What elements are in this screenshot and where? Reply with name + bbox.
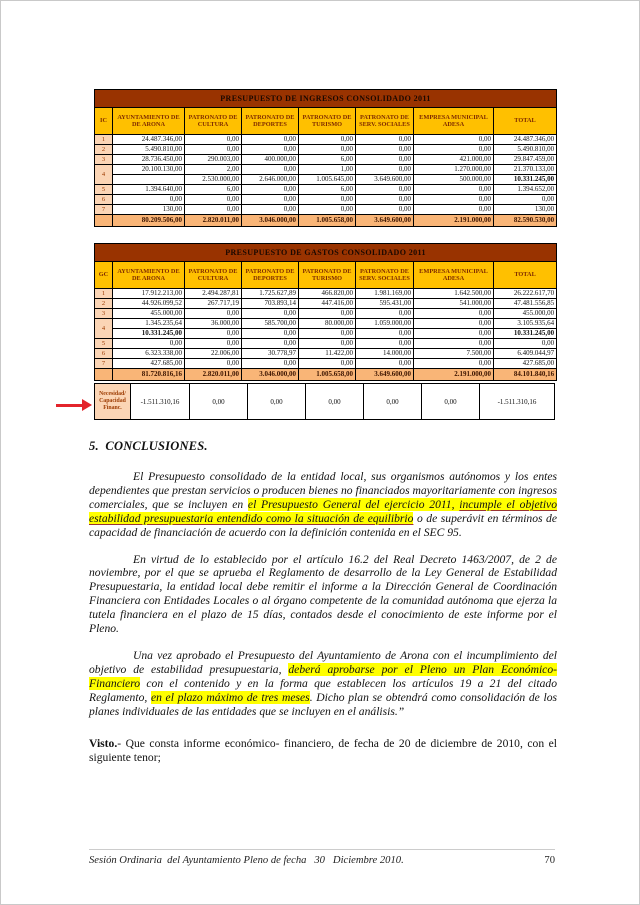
column-header: EMPRESA MUNICIPAL ADESA	[414, 262, 494, 289]
column-header: PATRONATO DE CULTURA	[185, 262, 242, 289]
value-cell: 0,00	[494, 195, 557, 205]
table-row	[95, 299, 557, 309]
value-cell: 0,00	[356, 145, 414, 155]
value-cell: 3.649.600,00	[356, 175, 414, 185]
total-cell: 2.820.011,00	[185, 215, 242, 227]
table-row	[95, 359, 557, 369]
value-cell: 0,00	[414, 329, 494, 339]
total-cell: 3.649.600,00	[356, 215, 414, 227]
row-id: 6	[95, 349, 113, 359]
table-row	[95, 195, 557, 205]
value-cell: 0,00	[185, 309, 242, 319]
value-cell: 0,00	[185, 135, 242, 145]
value-cell: 0,00	[414, 145, 494, 155]
value-cell: 14.000,00	[356, 349, 414, 359]
value-cell: 0,00	[113, 339, 185, 349]
total-cell: 3.046.000,00	[242, 215, 299, 227]
value-cell: 10.331.245,00	[494, 329, 557, 339]
total-cell: 1.005.658,00	[299, 369, 356, 381]
column-header: AYUNTAMIENTO DE DE ARONA	[113, 108, 185, 135]
value-cell: 0,00	[414, 205, 494, 215]
column-header: TOTAL	[494, 108, 557, 135]
conclusions-heading: 5. CONCLUSIONES.	[89, 439, 208, 453]
value-cell: 1.981.169,00	[356, 289, 414, 299]
value-cell: 0,00	[356, 309, 414, 319]
value-cell: 10.331.245,00	[494, 175, 557, 185]
value-cell: 0,00	[494, 339, 557, 349]
column-header: PATRONATO DE CULTURA	[185, 108, 242, 135]
arrow-head	[82, 399, 92, 411]
value-cell: 0,00	[414, 309, 494, 319]
necesidad-value: -1.511.310,16	[480, 384, 555, 420]
value-cell: 2.530.000,00	[185, 175, 242, 185]
value-cell: 5.490.810,00	[113, 145, 185, 155]
value-cell: 0,00	[356, 359, 414, 369]
total-row-label	[95, 369, 113, 381]
ingresos-table	[94, 89, 557, 227]
total-cell: 1.005.658,00	[299, 215, 356, 227]
table-row	[95, 339, 557, 349]
total-cell: 81.720.816,16	[113, 369, 185, 381]
value-cell: 400.000,00	[242, 155, 299, 165]
row-id: 4	[95, 165, 113, 185]
value-cell	[113, 175, 185, 185]
document-page	[1, 1, 639, 904]
value-cell: 0,00	[414, 135, 494, 145]
value-cell: 44.926.099,52	[113, 299, 185, 309]
visto-paragraph	[89, 737, 557, 766]
table-row	[95, 185, 557, 195]
value-cell: 0,00	[414, 195, 494, 205]
value-cell: 47.481.556,85	[494, 299, 557, 309]
value-cell: 455.000,00	[113, 309, 185, 319]
value-cell: 427.685,00	[494, 359, 557, 369]
table-row	[95, 349, 557, 359]
red-arrow-annotation	[56, 399, 92, 411]
text-segment: o de superávit en términos de capacidad de financiación de acuerdo con la definición contenida en el SEC 95.	[89, 511, 557, 539]
value-cell: 0,00	[242, 205, 299, 215]
value-cell: 5.490.810,00	[494, 145, 557, 155]
value-cell: 541.000,00	[414, 299, 494, 309]
total-cell: 2.191.000,00	[414, 369, 494, 381]
value-cell: 0,00	[242, 165, 299, 175]
row-id: 5	[95, 339, 113, 349]
total-cell: 3.046.000,00	[242, 369, 299, 381]
value-cell: 0,00	[242, 145, 299, 155]
value-cell: 500.000,00	[414, 175, 494, 185]
visto-lead: Visto.	[89, 736, 118, 750]
column-header-id: IC	[95, 108, 113, 135]
value-cell: 0,00	[185, 145, 242, 155]
table-row	[95, 135, 557, 145]
value-cell: 0,00	[414, 359, 494, 369]
necesidad-value: 0,00	[422, 384, 480, 420]
total-cell: 3.649.600,00	[356, 369, 414, 381]
total-row-label	[95, 215, 113, 227]
value-cell: 0,00	[356, 185, 414, 195]
column-header-id: GC	[95, 262, 113, 289]
highlighted-text: en el plazo máximo de tres meses	[150, 690, 310, 704]
footer-session-text: Sesión Ordinaria del Ayuntamiento Pleno de fecha 30 Diciembre 2010.	[89, 855, 404, 866]
conclusions-section	[89, 439, 557, 766]
row-id: 3	[95, 155, 113, 165]
row-id: 1	[95, 135, 113, 145]
paragraph-plan-economico	[89, 649, 557, 719]
value-cell: 0,00	[356, 339, 414, 349]
value-cell: 585.700,00	[242, 319, 299, 329]
value-cell: 36.000,00	[185, 319, 242, 329]
necesidad-label: Necesidad/ Capacidad Financ.	[95, 384, 131, 420]
row-id: 7	[95, 359, 113, 369]
row-id: 1	[95, 289, 113, 299]
value-cell: 0,00	[185, 339, 242, 349]
total-cell: 82.590.530,00	[494, 215, 557, 227]
highlighted-text: el Presupuesto General del ejercicio 2011,	[247, 497, 460, 511]
row-id: 5	[95, 185, 113, 195]
text-segment: Una vez aprobado el Presupuesto del Ayuntamiento de Arona con el incumplimiento del objetivo de estabilidad presupuestaria,	[89, 648, 557, 676]
table-row	[95, 205, 557, 215]
paragraph-real-decreto	[89, 553, 557, 636]
value-cell: 6,00	[299, 155, 356, 165]
value-cell: 0,00	[242, 329, 299, 339]
value-cell: 0,00	[356, 165, 414, 175]
value-cell: 0,00	[242, 135, 299, 145]
value-cell: 0,00	[185, 195, 242, 205]
row-id: 6	[95, 195, 113, 205]
value-cell: 0,00	[299, 339, 356, 349]
value-cell: 1,00	[299, 165, 356, 175]
value-cell: 1.642.500,00	[414, 289, 494, 299]
value-cell: 80.000,00	[299, 319, 356, 329]
column-header: PATRONATO DE SERV. SOCIALES	[356, 262, 414, 289]
value-cell: 29.847.459,00	[494, 155, 557, 165]
column-header: PATRONATO DE TURISMO	[299, 108, 356, 135]
value-cell: 2.494.287,81	[185, 289, 242, 299]
text-segment: En virtud de lo establecido por el artículo 16.2 del Real Decreto 1463/2007, de 2 de noviembre, por el que se aprueba el Reglamento de desarrollo de la Ley General de Estabilidad Presupuestaria, la entidad local debe remitir el informe a la Dirección General de Coordinación Financiera con Entidades Locales o al órgano competente de la comunidad autónoma que ejerza la tutela financiera en el plazo de 15 días, contados desde el conocimiento de este informe por el Pleno.	[89, 552, 557, 636]
value-cell: 703.893,14	[242, 299, 299, 309]
value-cell: 0,00	[185, 205, 242, 215]
highlighted-text: deberá aprobarse por el Pleno un Plan Económico-Financiero	[89, 662, 557, 690]
value-cell: 0,00	[299, 145, 356, 155]
value-cell: 6,00	[185, 185, 242, 195]
column-header: PATRONATO DE TURISMO	[299, 262, 356, 289]
value-cell: 0,00	[356, 205, 414, 215]
value-cell: 0,00	[299, 195, 356, 205]
table-row	[95, 145, 557, 155]
value-cell: 6.409.044,97	[494, 349, 557, 359]
value-cell: 1.394.652,00	[494, 185, 557, 195]
total-row	[95, 369, 557, 381]
value-cell: 0,00	[414, 185, 494, 195]
table-row	[95, 289, 557, 299]
value-cell: 21.370.133,00	[494, 165, 557, 175]
value-cell: 11.422,00	[299, 349, 356, 359]
value-cell: 0,00	[299, 205, 356, 215]
necesidad-value: 0,00	[248, 384, 306, 420]
highlighted-text: incumple el objetivo estabilidad presupuestaria entendido como la situación de equilibrio	[89, 497, 558, 525]
table-row	[95, 329, 557, 339]
value-cell: 267.717,19	[185, 299, 242, 309]
value-cell: 0,00	[356, 135, 414, 145]
necesidad-capacidad-table	[94, 383, 555, 420]
value-cell: 595.431,00	[356, 299, 414, 309]
row-id: 4	[95, 319, 113, 339]
value-cell: 0,00	[242, 359, 299, 369]
value-cell: 24.487.346,00	[494, 135, 557, 145]
table-row	[95, 175, 557, 185]
value-cell: 3.105.935,64	[494, 319, 557, 329]
column-header: PATRONATO DE DEPORTES	[242, 108, 299, 135]
value-cell: 26.222.617,70	[494, 289, 557, 299]
value-cell: 466.820,00	[299, 289, 356, 299]
table-row	[95, 165, 557, 175]
value-cell: 0,00	[299, 135, 356, 145]
page-number: 70	[544, 855, 555, 866]
value-cell: 0,00	[185, 359, 242, 369]
value-cell: 0,00	[242, 185, 299, 195]
gastos-table	[94, 243, 557, 381]
column-header: AYUNTAMIENTO DE DE ARONA	[113, 262, 185, 289]
total-cell: 80.209.506,00	[113, 215, 185, 227]
value-cell: 1.059.000,00	[356, 319, 414, 329]
necesidad-value: 0,00	[306, 384, 364, 420]
row-id: 2	[95, 145, 113, 155]
value-cell: 447.416,00	[299, 299, 356, 309]
value-cell: 2,00	[185, 165, 242, 175]
value-cell: 290.003,00	[185, 155, 242, 165]
value-cell: 0,00	[414, 339, 494, 349]
necesidad-value: 0,00	[364, 384, 422, 420]
value-cell: 1.725.627,89	[242, 289, 299, 299]
column-header: TOTAL	[494, 262, 557, 289]
value-cell: 427.685,00	[113, 359, 185, 369]
value-cell: 130,00	[494, 205, 557, 215]
value-cell: 0,00	[299, 309, 356, 319]
value-cell: 0,00	[185, 329, 242, 339]
column-header: EMPRESA MUNICIPAL ADESA	[414, 108, 494, 135]
value-cell: 6.323.338,00	[113, 349, 185, 359]
value-cell: 0,00	[356, 155, 414, 165]
column-header: PATRONATO DE DEPORTES	[242, 262, 299, 289]
table-row	[95, 319, 557, 329]
value-cell: 17.912.213,00	[113, 289, 185, 299]
arrow-shaft	[56, 404, 83, 407]
value-cell: 1.345.235,64	[113, 319, 185, 329]
total-cell: 2.820.011,00	[185, 369, 242, 381]
value-cell: 6,00	[299, 185, 356, 195]
value-cell: 455.000,00	[494, 309, 557, 319]
table-row	[95, 155, 557, 165]
value-cell: 0,00	[242, 195, 299, 205]
necesidad-value: -1.511.310,16	[131, 384, 190, 420]
necesidad-value: 0,00	[190, 384, 248, 420]
table-title: PRESUPUESTO DE GASTOS CONSOLIDADO 2011	[95, 244, 557, 262]
table-title: PRESUPUESTO DE INGRESOS CONSOLIDADO 2011	[95, 90, 557, 108]
paragraph-presupuesto-consolidado	[89, 470, 557, 540]
value-cell: 1.394.640,00	[113, 185, 185, 195]
total-cell: 84.101.840,16	[494, 369, 557, 381]
value-cell: 130,00	[113, 205, 185, 215]
value-cell: 0,00	[242, 339, 299, 349]
page-footer	[89, 849, 555, 866]
total-cell: 2.191.000,00	[414, 215, 494, 227]
value-cell: 1.005.645,00	[299, 175, 356, 185]
value-cell: 1.270.000,00	[414, 165, 494, 175]
visto-text: - Que consta informe económico- financiero, de fecha de 20 de diciembre de 2010, con el siguiente tenor;	[89, 736, 557, 764]
row-id: 2	[95, 299, 113, 309]
value-cell: 30.778,97	[242, 349, 299, 359]
value-cell: 10.331.245,00	[113, 329, 185, 339]
text-segment: . Dicho plan se obtendrá como consolidación de los planes individuales de las entidades que se incluyen en el análisis.”	[89, 690, 558, 718]
value-cell: 0,00	[299, 329, 356, 339]
value-cell: 0,00	[113, 195, 185, 205]
text-segment: con el contenido y en la forma que establecen los artículos 19 a 21 del citado Reglamento,	[89, 676, 557, 704]
necesidad-row	[95, 384, 555, 420]
value-cell: 2.646.000,00	[242, 175, 299, 185]
value-cell: 20.100.130,00	[113, 165, 185, 175]
column-header: PATRONATO DE SERV. SOCIALES	[356, 108, 414, 135]
value-cell: 28.736.450,00	[113, 155, 185, 165]
table-row	[95, 309, 557, 319]
value-cell: 421.000,00	[414, 155, 494, 165]
row-id: 3	[95, 309, 113, 319]
value-cell: 24.487.346,00	[113, 135, 185, 145]
value-cell: 0,00	[356, 195, 414, 205]
value-cell: 7.500,00	[414, 349, 494, 359]
row-id: 7	[95, 205, 113, 215]
value-cell: 0,00	[299, 359, 356, 369]
value-cell: 0,00	[242, 309, 299, 319]
value-cell: 0,00	[356, 329, 414, 339]
value-cell: 0,00	[414, 319, 494, 329]
text-segment: El Presupuesto consolidado de la entidad local, sus organismos autónomos y los entes dependientes que prestan servicios o producen bienes no financiados mayoritariamente con ingresos comerciales, que se incluyen en	[89, 470, 557, 511]
value-cell: 22.006,00	[185, 349, 242, 359]
total-row	[95, 215, 557, 227]
